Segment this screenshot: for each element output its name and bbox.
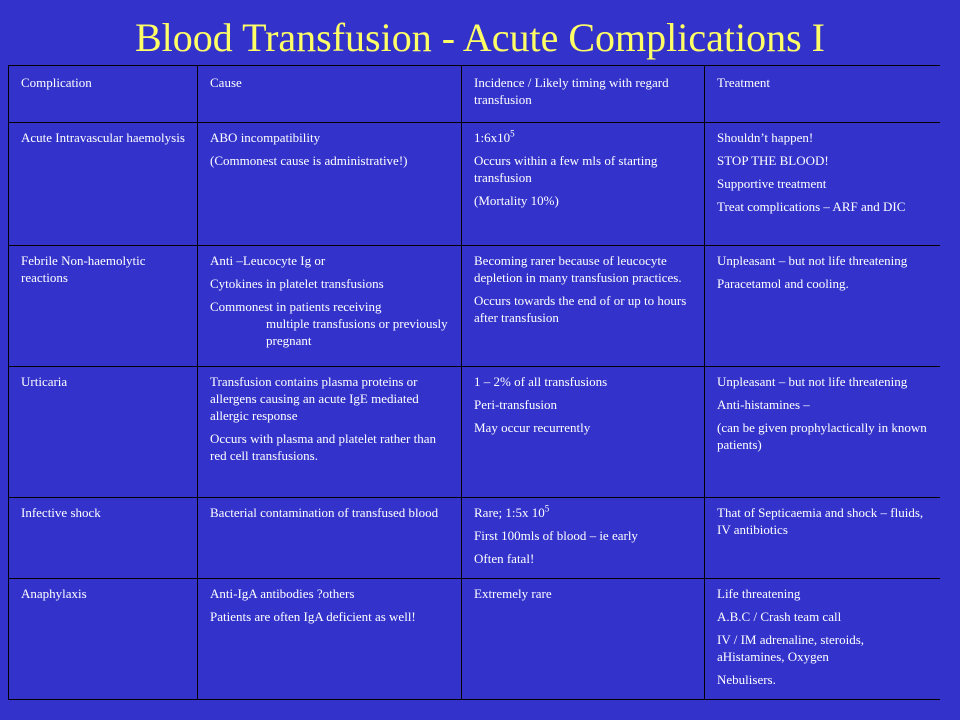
table-row bbox=[9, 246, 941, 367]
cell-complication: Urticaria bbox=[9, 367, 198, 498]
cell-cause bbox=[198, 498, 462, 579]
complications-table bbox=[8, 65, 940, 700]
cell-line: Anti-histamines – bbox=[717, 397, 810, 412]
incidence-rate-base: Rare; 1:5x 10 bbox=[474, 505, 545, 520]
cell-incidence bbox=[462, 498, 705, 579]
cell-incidence bbox=[462, 579, 705, 700]
cell-incidence bbox=[462, 123, 705, 246]
cell-incidence bbox=[462, 246, 705, 367]
cell-line: Occurs towards the end of or up to hours after transfusion bbox=[474, 293, 687, 325]
cell-line: Cytokines in platelet transfusions bbox=[210, 276, 384, 291]
cell-line: (Mortality 10%) bbox=[474, 193, 559, 208]
table-row bbox=[9, 367, 941, 498]
cell-line: Patients are often IgA deficient as well! bbox=[210, 609, 416, 624]
cell-treatment bbox=[705, 123, 941, 246]
cell-cause bbox=[198, 367, 462, 498]
cell-complication: Anaphylaxis bbox=[9, 579, 198, 700]
cell-line: Extremely rare bbox=[474, 586, 552, 601]
cell-line: Transfusion contains plasma proteins or allergens causing an acute IgE mediated allergic response bbox=[210, 374, 419, 423]
cell-treatment bbox=[705, 367, 941, 498]
cell-line-indented: multiple transfusions or previously pregnant bbox=[266, 316, 448, 348]
cell-incidence bbox=[462, 367, 705, 498]
cell-line: Life threatening bbox=[717, 586, 801, 601]
cell-line: Becoming rarer because of leucocyte depletion in many transfusion practices. bbox=[474, 253, 682, 285]
cell-line: Nebulisers. bbox=[717, 672, 776, 687]
incidence-rate-exponent: 5 bbox=[544, 503, 550, 514]
cell-line: Anti –Leucocyte Ig or bbox=[210, 253, 326, 268]
cell-line: Treat complications – ARF and DIC bbox=[717, 199, 906, 214]
incidence-rate-base: 1:6x10 bbox=[474, 130, 511, 145]
cell-line: Commonest in patients receiving bbox=[210, 299, 382, 314]
cell-line: Unpleasant – but not life threatening bbox=[717, 253, 908, 268]
cell-line: IV / IM adrenaline, steroids, aHistamines, Oxygen bbox=[717, 632, 865, 664]
cell-line: Unpleasant – but not life threatening bbox=[717, 374, 908, 389]
cell-cause bbox=[198, 579, 462, 700]
cell-line: Paracetamol and cooling. bbox=[717, 276, 849, 291]
incidence-rate-exponent: 5 bbox=[510, 128, 515, 139]
cell-complication: Febrile Non-haemolytic reactions bbox=[9, 246, 198, 367]
cell-line: (Commonest cause is administrative!) bbox=[210, 153, 408, 168]
cell-line: Peri-transfusion bbox=[474, 397, 558, 412]
cell-line: A.B.C / Crash team call bbox=[717, 609, 842, 624]
table-row bbox=[9, 579, 941, 700]
cell-line: Occurs with plasma and platelet rather than red cell transfusions. bbox=[210, 431, 436, 463]
cell-line: STOP THE BLOOD! bbox=[717, 153, 829, 168]
cell-line: Anti-IgA antibodies ?others bbox=[210, 586, 355, 601]
cell-cause bbox=[198, 123, 462, 246]
table-row bbox=[9, 498, 941, 579]
header-complication: Complication bbox=[9, 66, 198, 123]
header-incidence: Incidence / Likely timing with regard transfusion bbox=[462, 66, 705, 123]
table-row bbox=[9, 123, 941, 246]
cell-complication: Infective shock bbox=[9, 498, 198, 579]
table-header-row bbox=[9, 66, 941, 123]
cell-line: Supportive treatment bbox=[717, 176, 827, 191]
header-cause: Cause bbox=[198, 66, 462, 123]
cell-line: First 100mls of blood – ie early bbox=[474, 528, 638, 543]
incidence-rate bbox=[474, 129, 692, 146]
cell-treatment bbox=[705, 498, 941, 579]
cell-line: ABO incompatibility bbox=[210, 130, 321, 145]
cell-line: Shouldn’t happen! bbox=[717, 130, 814, 145]
cell-line: Bacterial contamination of transfused blood bbox=[210, 505, 439, 520]
cell-line: Occurs within a few mls of starting transfusion bbox=[474, 153, 658, 185]
cell-line: Often fatal! bbox=[474, 551, 535, 566]
cell-cause bbox=[198, 246, 462, 367]
cell-treatment bbox=[705, 579, 941, 700]
slide-title: Blood Transfusion - Acute Complications I bbox=[135, 15, 825, 60]
cell-complication: Acute Intravascular haemolysis bbox=[9, 123, 198, 246]
header-treatment: Treatment bbox=[705, 66, 941, 123]
cell-line: That of Septicaemia and shock – fluids, IV antibiotics bbox=[717, 505, 924, 537]
cell-line: 1 – 2% of all transfusions bbox=[474, 374, 608, 389]
cell-line: (can be given prophylactically in known patients) bbox=[717, 420, 927, 452]
incidence-rate bbox=[474, 504, 692, 521]
cell-treatment bbox=[705, 246, 941, 367]
cell-line: May occur recurrently bbox=[474, 420, 591, 435]
complications-table-container bbox=[8, 65, 940, 720]
